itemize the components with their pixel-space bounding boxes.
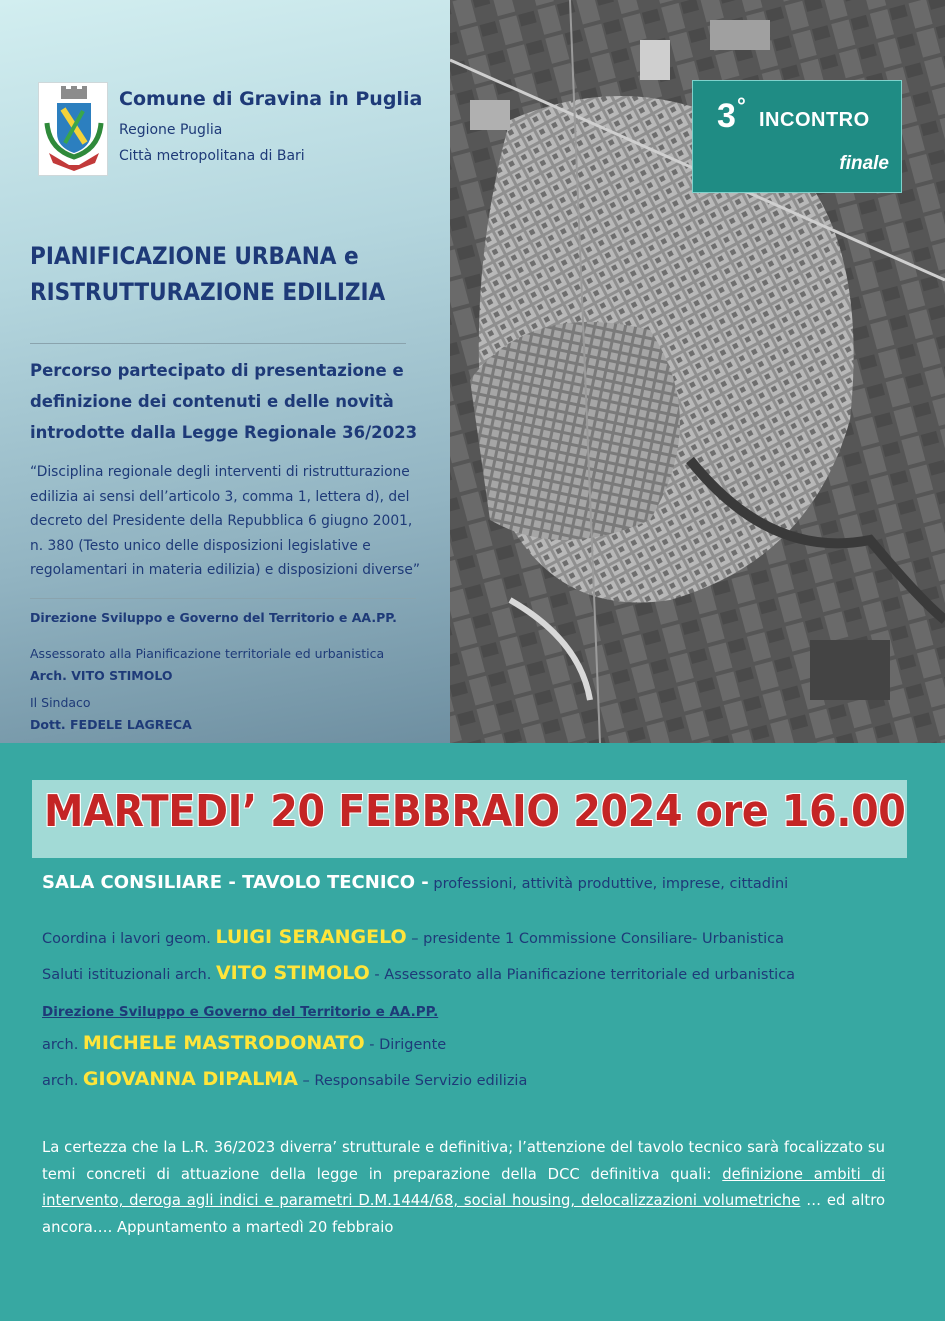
metro-city-name: Città metropolitana di Bari — [119, 148, 305, 164]
subtitle — [30, 355, 430, 448]
title-line-2: RISTRUTTURAZIONE EDILIZIA — [30, 278, 386, 306]
info-panel — [0, 0, 450, 743]
greetings-prefix: Saluti istituzionali arch. — [42, 967, 216, 983]
speaker-1-prefix: arch. — [42, 1037, 83, 1053]
speaker-2-role: – Responsabile Servizio edilizia — [297, 1073, 528, 1089]
coordinator-line — [42, 926, 784, 948]
greetings-role: - Assessorato alla Pianificazione territoriale ed urbanistica — [369, 967, 796, 983]
event-date: MARTEDI’ 20 FEBBRAIO 2024 ore 16.00 — [44, 786, 906, 837]
quote-line-5: regolamentari in materia edilizia) e disposizioni diverse” — [30, 562, 421, 578]
municipal-crest-icon — [38, 82, 108, 176]
coordinator-prefix: Coordina i lavori geom. — [42, 931, 216, 947]
greetings-line — [42, 962, 795, 984]
coordinator-name: LUIGI SERANGELO — [215, 926, 407, 948]
event-date-banner — [32, 780, 907, 858]
coordinator-role: – presidente 1 Commissione Consiliare- Urbanistica — [406, 931, 785, 947]
direction-label: Direzione Sviluppo e Governo del Territorio e AA.PP. — [30, 610, 397, 625]
region-name: Regione Puglia — [119, 122, 223, 138]
divider — [30, 598, 416, 599]
description-topics: definizione ambiti di intervento, deroga agli indici e parametri D.M.1444/68, social housing, delocalizzazioni volumetriche — [42, 1165, 886, 1209]
law-quote — [30, 460, 435, 583]
venue-dash: - — [421, 872, 429, 893]
venue-type: - TAVOLO TECNICO — [222, 872, 422, 893]
meeting-badge — [692, 80, 902, 193]
assessorato-name: Arch. VITO STIMOLO — [30, 668, 173, 683]
speaker-2-name: GIOVANNA DIPALMA — [82, 1068, 298, 1090]
speaker-2-prefix: arch. — [42, 1073, 83, 1089]
venue-line — [42, 872, 788, 893]
event-description — [42, 1135, 885, 1241]
divider — [30, 343, 406, 344]
description-part-1: La certezza che la L.R. 36/2023 diverra’ strutturale e definitiva; l’attenzione del tavolo tecnico sarà focalizzato su temi concreti di attuazione della legge in preparazione della DCC definitiva quali: — [42, 1139, 885, 1183]
speaker-line-1 — [42, 1032, 446, 1054]
description-part-2: … ed altro ancora…. Appuntamento a martedì 20 febbraio — [42, 1192, 886, 1236]
municipality-name: Comune di Gravina in Puglia — [119, 88, 423, 110]
subtitle-line-1: Percorso partecipato di presentazione e — [30, 361, 404, 380]
quote-line-4: n. 380 (Testo unico delle disposizioni legislative e — [30, 537, 371, 554]
venue-audience: professioni, attività produttive, imprese, cittadini — [428, 876, 789, 892]
speaker-1-name: MICHELE MASTRODONATO — [82, 1032, 365, 1054]
speaker-line-2 — [42, 1068, 527, 1090]
meeting-number: 3 — [717, 97, 736, 135]
subtitle-line-2: definizione dei contenuti e delle novità — [30, 392, 394, 411]
meeting-sublabel: finale — [839, 153, 889, 174]
venue-name: SALA CONSILIARE — [42, 872, 223, 893]
mayor-name: Dott. FEDELE LAGRECA — [30, 717, 192, 732]
assessorato-label: Assessorato alla Pianificazione territoriale ed urbanistica — [30, 646, 385, 661]
subtitle-line-3: introdotte dalla Legge Regionale 36/2023 — [30, 423, 418, 442]
speaker-1-role: - Dirigente — [364, 1037, 447, 1053]
quote-line-1: “Disciplina regionale degli interventi di ristrutturazione — [30, 464, 410, 480]
quote-line-3: decreto del Presidente della Repubblica 6 giugno 2001, — [30, 513, 413, 529]
greetings-name: VITO STIMOLO — [215, 962, 370, 984]
direction-heading: Direzione Sviluppo e Governo del Territorio e AA.PP. — [42, 1004, 439, 1020]
quote-line-2: edilizia ai sensi dell’articolo 3, comma 1, lettera d), del — [30, 488, 410, 505]
page-title — [30, 238, 450, 310]
meeting-degree: ° — [737, 93, 746, 118]
title-line-1: PIANIFICAZIONE URBANA e — [30, 242, 359, 270]
meeting-label: INCONTRO — [759, 109, 870, 131]
mayor-label: Il Sindaco — [30, 695, 91, 710]
